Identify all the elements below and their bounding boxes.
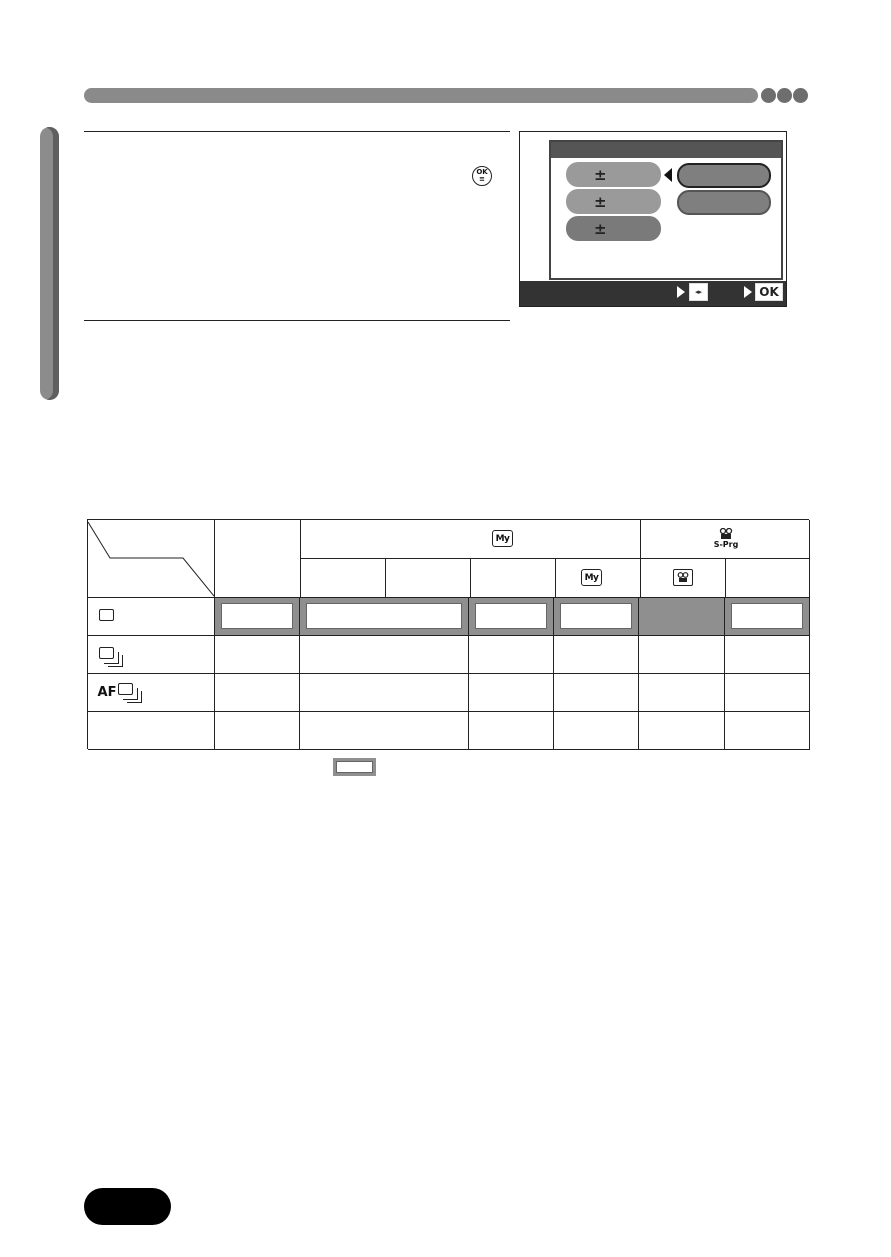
table-cell xyxy=(554,674,639,712)
table-subheader-my-cell xyxy=(556,559,641,598)
plus-minus-icon: ± xyxy=(594,192,607,211)
table-subheader-cell xyxy=(471,559,556,598)
table-cell xyxy=(639,712,725,750)
table-cell xyxy=(639,636,725,674)
header-dot xyxy=(793,88,808,103)
table-corner-cell xyxy=(88,520,215,598)
table-row-label xyxy=(88,598,215,636)
plus-minus-icon: ± xyxy=(594,219,607,238)
table-cell-shaded xyxy=(639,598,725,636)
sequential-icon-shadow xyxy=(108,655,123,667)
lcd-menu-item-1[interactable] xyxy=(566,162,661,187)
header-bar xyxy=(84,88,758,103)
divider-top xyxy=(84,131,510,132)
divider-bottom xyxy=(84,320,510,321)
table-cell xyxy=(725,712,810,750)
up-down-nav-icon xyxy=(689,283,708,301)
table-cell xyxy=(469,674,554,712)
table-cell xyxy=(725,674,810,712)
lcd-option-selected[interactable] xyxy=(677,163,771,188)
table-cell-shaded xyxy=(725,598,810,636)
table-cell xyxy=(469,712,554,750)
table-cell xyxy=(215,636,300,674)
shade-inner xyxy=(560,603,632,629)
scene-program-label: S-Prg xyxy=(713,540,739,549)
diagonal-divider xyxy=(88,520,214,597)
my-mode-label: My xyxy=(495,533,510,544)
table-header-cell xyxy=(215,520,301,598)
table-header-my-mode xyxy=(301,520,641,559)
table-cell xyxy=(300,712,469,750)
ok-button-icon xyxy=(472,166,492,186)
table-cell xyxy=(469,636,554,674)
nav-glyph: ◂▸ xyxy=(694,288,703,296)
ok-glyph-bottom: ≡ xyxy=(479,175,485,183)
movie-camera-icon xyxy=(719,528,733,540)
lcd-menu-item-2[interactable] xyxy=(566,189,661,214)
table-subheader-cell xyxy=(726,559,810,598)
table-cell xyxy=(725,636,810,674)
table-subheader-movie-cell xyxy=(641,559,726,598)
compatibility-table xyxy=(87,519,809,749)
single-frame-icon xyxy=(99,609,114,621)
header-dot xyxy=(777,88,792,103)
table-row-label xyxy=(88,636,215,674)
movie-mode-icon xyxy=(673,569,693,586)
table-subheader-cell xyxy=(386,559,471,598)
sequential-icon-shadow xyxy=(127,691,142,703)
shade-inner xyxy=(221,603,293,629)
table-cell xyxy=(300,636,469,674)
table-cell xyxy=(639,674,725,712)
table-cell-shaded xyxy=(300,598,469,636)
shade-inner xyxy=(731,603,803,629)
shade-inner xyxy=(306,603,462,629)
my-mode-icon xyxy=(581,569,602,586)
lcd-menu-item-3[interactable] xyxy=(566,216,661,241)
table-cell-shaded xyxy=(215,598,300,636)
my-mode-icon xyxy=(492,530,513,547)
scene-program-icon xyxy=(711,524,741,554)
lcd-option[interactable] xyxy=(677,190,771,215)
table-subheader-cell xyxy=(301,559,386,598)
arrow-right-icon xyxy=(677,286,685,298)
shaded-legend-swatch xyxy=(333,758,376,776)
ok-key-icon xyxy=(755,283,783,301)
table-cell xyxy=(215,674,300,712)
shade-inner xyxy=(475,603,547,629)
table-cell xyxy=(554,636,639,674)
ok-key-label: OK xyxy=(759,285,779,299)
af-label: AF xyxy=(97,684,117,700)
table-cell-shaded xyxy=(554,598,639,636)
movie-camera-icon xyxy=(677,572,689,583)
chapter-side-tab xyxy=(40,127,59,400)
arrow-right-icon xyxy=(744,286,752,298)
plus-minus-icon: ± xyxy=(594,165,607,184)
page-number-pill xyxy=(84,1188,171,1225)
swatch-inner xyxy=(336,761,373,773)
table-cell xyxy=(300,674,469,712)
table-header-scene-program xyxy=(641,520,810,559)
table-cell xyxy=(215,712,300,750)
table-row-label xyxy=(88,712,215,750)
header-dot xyxy=(761,88,776,103)
table-cell xyxy=(554,712,639,750)
ok-glyph-top: OK xyxy=(476,168,488,176)
table-cell-shaded xyxy=(469,598,554,636)
table-row-label xyxy=(88,674,215,712)
selection-caret-icon xyxy=(664,168,672,182)
my-mode-label: My xyxy=(584,572,599,583)
lcd-title-bar xyxy=(551,142,781,158)
